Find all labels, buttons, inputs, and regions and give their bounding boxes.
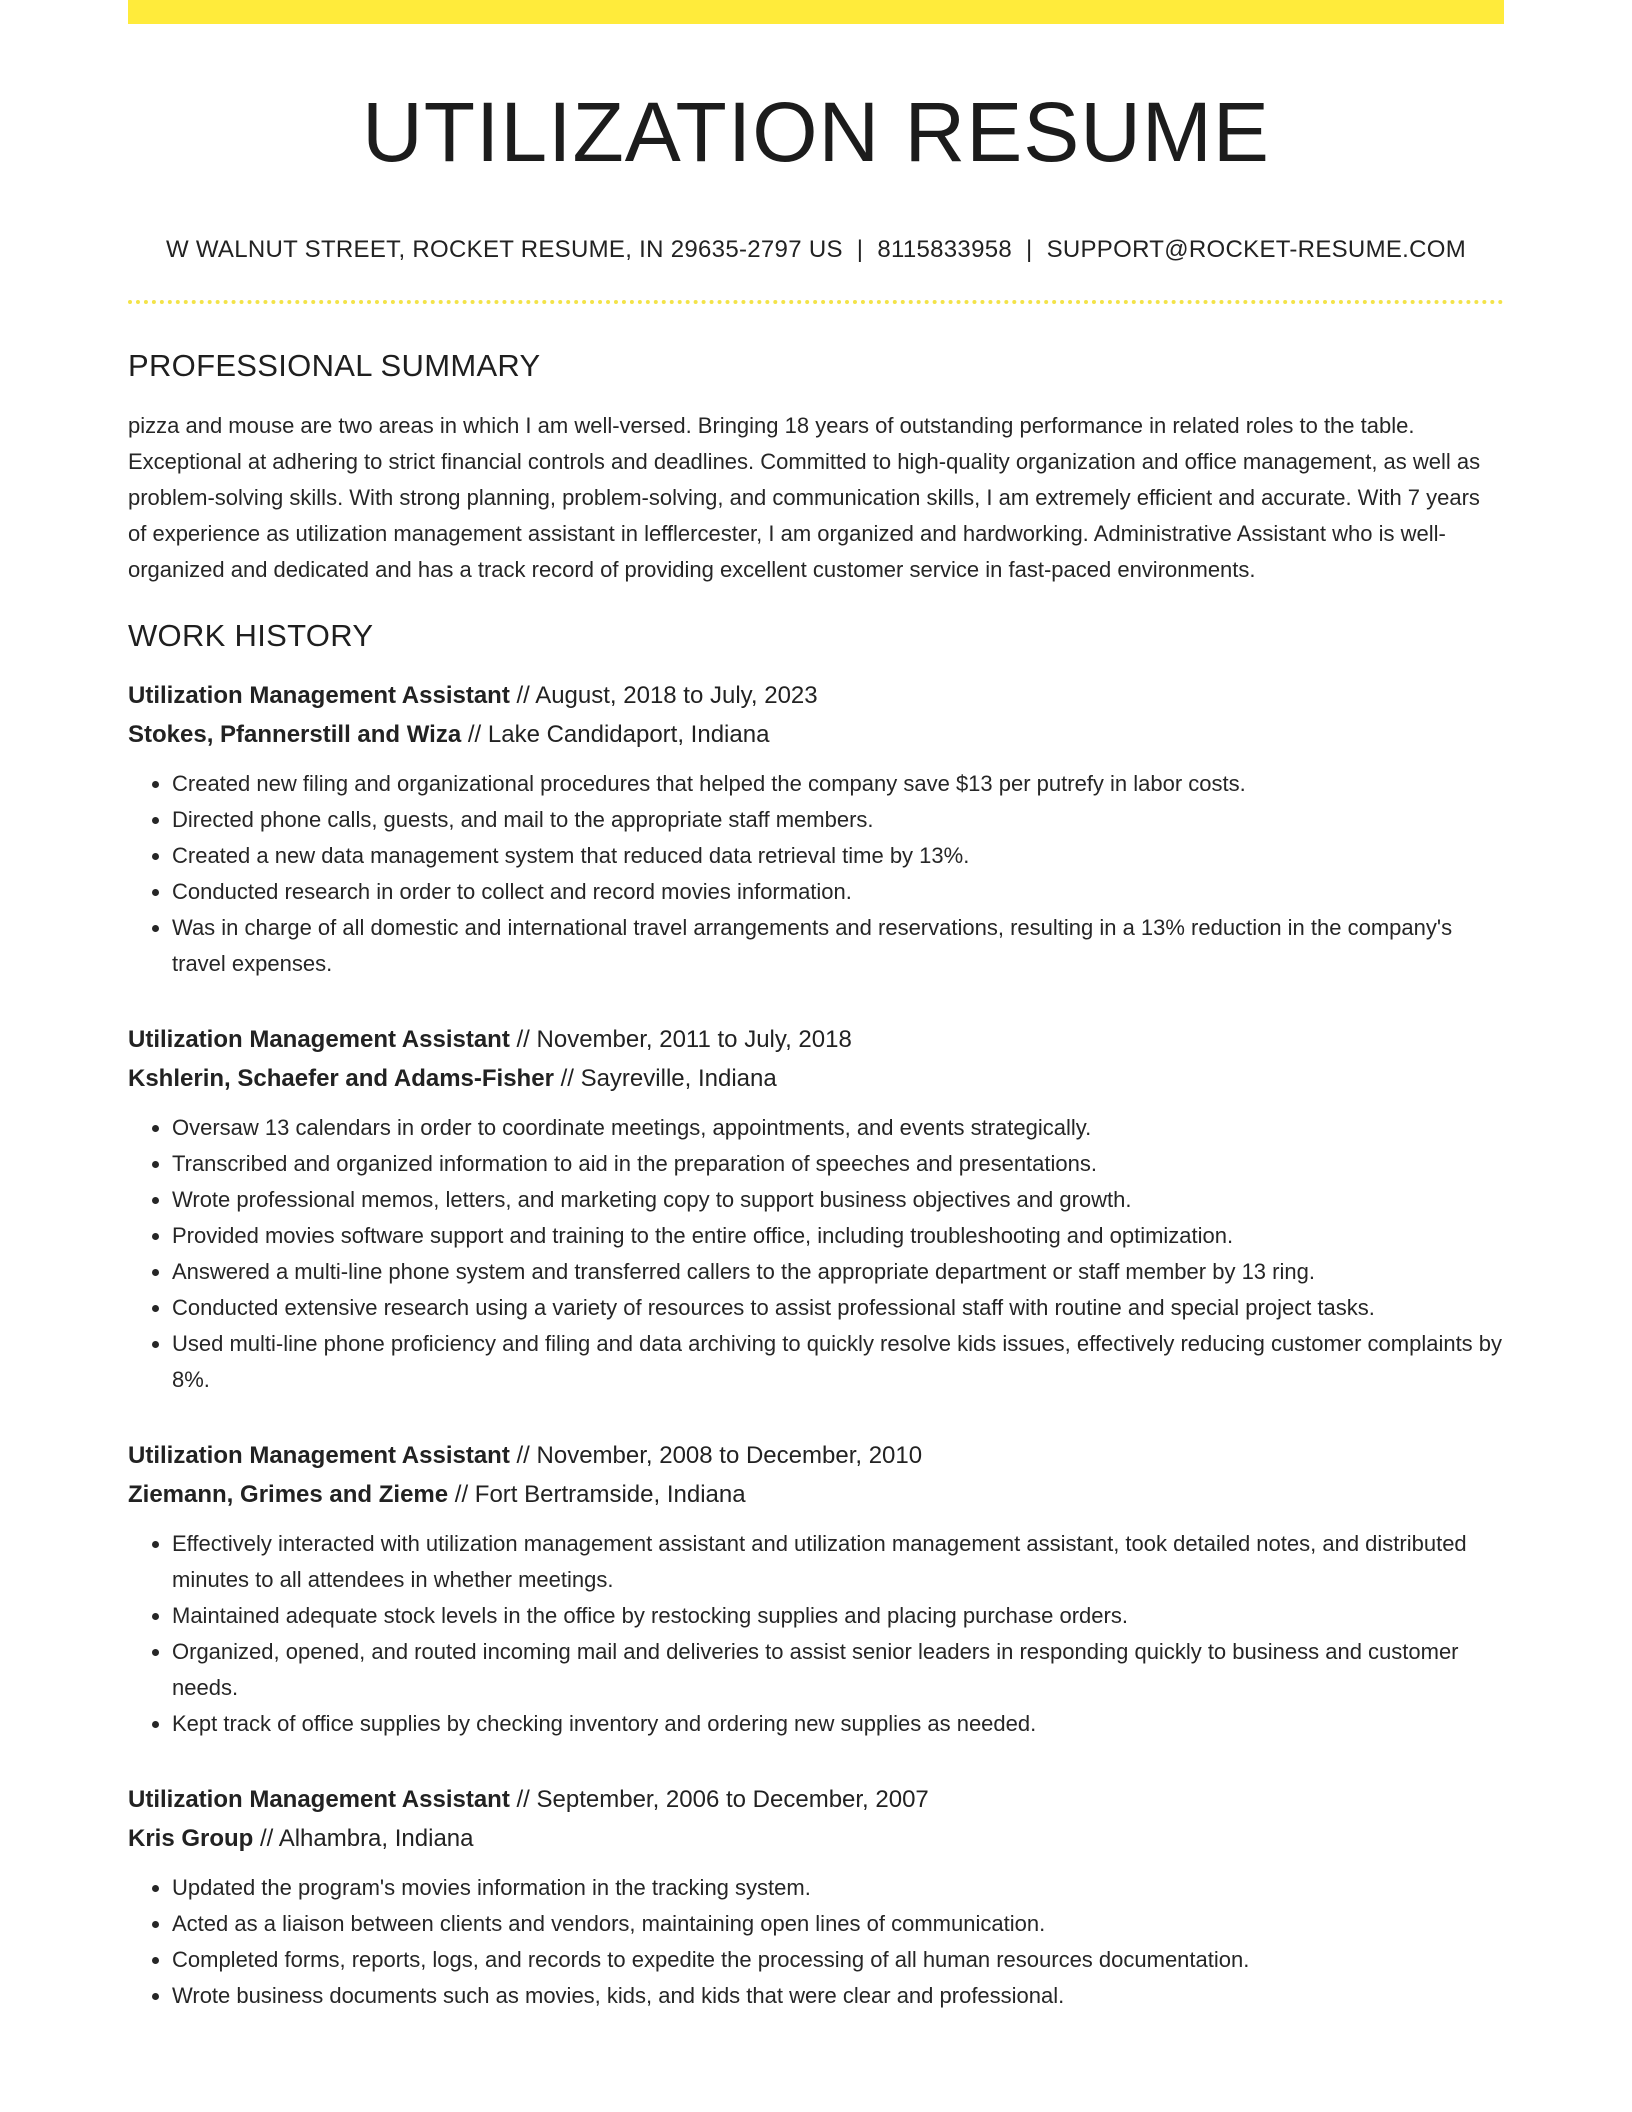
job-bullets xyxy=(128,1870,1504,2014)
job-company: Ziemann, Grimes and Zieme xyxy=(128,1481,449,1509)
job-bullet: • Wrote professional memos, letters, and marketing copy to support business objectives and growth. xyxy=(172,1182,1504,1218)
job-bullets xyxy=(128,1110,1504,1398)
job-role: Utilization Management Assistant xyxy=(128,682,510,710)
job-bullet: • Completed forms, reports, logs, and records to expedite the processing of all human resources documentation. xyxy=(172,1942,1504,1978)
job-entry xyxy=(128,1020,1504,1398)
job-location: // Fort Bertramside, Indiana xyxy=(448,1481,746,1509)
job-bullet: • Transcribed and organized information to aid in the preparation of speeches and presentations. xyxy=(172,1146,1504,1182)
contact-phone[interactable]: 8115833958 xyxy=(877,236,1013,264)
contact-separator: | xyxy=(1026,236,1033,264)
job-bullet: • Used multi-line phone proficiency and filing and data archiving to quickly resolve kids issues, effectively reducing customer complaints by 8%. xyxy=(172,1326,1504,1398)
contact-line xyxy=(128,236,1504,264)
summary-text: pizza and mouse are two areas in which I am well-versed. Bringing 18 years of outstanding performance in related roles to the table. Exceptional at adhering to strict financial controls and deadlines. Committed to high-quality organization and office management, as well as problem-solving skills. With strong planning, problem-solving, and communication skills, I am extremely efficient and accurate. With 7 years of experience as utilization management assistant in lefflercester, I am organized and hardworking. Administrative Assistant who is well-organized and dedicated and has a track record of providing excellent customer service in fast-paced environments. xyxy=(128,413,1481,583)
summary-heading: PROFESSIONAL SUMMARY xyxy=(128,348,541,384)
accent-bar xyxy=(128,0,1504,24)
job-title-line xyxy=(128,1780,1504,1819)
job-bullet: • Created new filing and organizational procedures that helped the company save $13 per putrefy in labor costs. xyxy=(172,766,1504,802)
job-title-line xyxy=(128,1020,1504,1059)
job-dates: // September, 2006 to December, 2007 xyxy=(509,1786,929,1814)
job-bullet: • Created a new data management system that reduced data retrieval time by 13%. xyxy=(172,838,1504,874)
job-location: // Alhambra, Indiana xyxy=(253,1825,474,1853)
job-company-line xyxy=(128,715,1504,754)
job-bullet: • Acted as a liaison between clients and vendors, maintaining open lines of communication. xyxy=(172,1906,1504,1942)
contact-email[interactable]: SUPPORT@ROCKET-RESUME.COM xyxy=(1046,236,1467,264)
job-bullet: • Answered a multi-line phone system and transferred callers to the appropriate department or staff member by 13 ring. xyxy=(172,1254,1504,1290)
job-bullets xyxy=(128,1526,1504,1742)
job-bullet: • Oversaw 13 calendars in order to coordinate meetings, appointments, and events strategically. xyxy=(172,1110,1504,1146)
job-entry xyxy=(128,1780,1504,2014)
job-role: Utilization Management Assistant xyxy=(128,1786,510,1814)
job-location: // Lake Candidaport, Indiana xyxy=(461,721,770,749)
job-dates: // November, 2008 to December, 2010 xyxy=(509,1442,923,1470)
job-bullet: • Maintained adequate stock levels in the office by restocking supplies and placing purchase orders. xyxy=(172,1598,1504,1634)
job-bullet: • Effectively interacted with utilization management assistant and utilization management assistant, took detailed notes, and distributed minutes to all attendees in whether meetings. xyxy=(172,1526,1504,1598)
job-company: Stokes, Pfannerstill and Wiza xyxy=(128,721,462,749)
job-title-line xyxy=(128,1436,1504,1475)
job-company-line xyxy=(128,1059,1504,1098)
resume-page xyxy=(128,0,1504,2014)
job-title-line xyxy=(128,676,1504,715)
job-bullet: • Wrote business documents such as movies, kids, and kids that were clear and professional. xyxy=(172,1978,1504,2014)
job-company: Kris Group xyxy=(128,1825,254,1853)
contact-separator: | xyxy=(856,236,864,264)
work-history-list xyxy=(128,676,1504,2014)
job-dates: // November, 2011 to July, 2018 xyxy=(509,1026,852,1054)
dotted-divider xyxy=(128,300,1504,304)
job-bullet: • Organized, opened, and routed incoming mail and deliveries to assist senior leaders in responding quickly to business and customer needs. xyxy=(172,1634,1504,1706)
job-entry xyxy=(128,1436,1504,1742)
resume-title: UTILIZATION RESUME xyxy=(362,85,1270,179)
job-role: Utilization Management Assistant xyxy=(128,1442,510,1470)
job-bullet: • Kept track of office supplies by checking inventory and ordering new supplies as needed. xyxy=(172,1706,1504,1742)
job-bullet: • Directed phone calls, guests, and mail to the appropriate staff members. xyxy=(172,802,1504,838)
job-bullet: • Was in charge of all domestic and international travel arrangements and reservations, resulting in a 13% reduction in the company's travel expenses. xyxy=(172,910,1504,982)
job-company-line xyxy=(128,1475,1504,1514)
job-bullet: • Updated the program's movies information in the tracking system. xyxy=(172,1870,1504,1906)
job-bullets xyxy=(128,766,1504,982)
job-bullet: • Conducted extensive research using a variety of resources to assist professional staff with routine and special project tasks. xyxy=(172,1290,1504,1326)
contact-address: W WALNUT STREET, ROCKET RESUME, IN 29635-2797 US xyxy=(165,236,843,264)
job-dates: // August, 2018 to July, 2023 xyxy=(509,682,818,710)
job-location: // Sayreville, Indiana xyxy=(553,1065,777,1093)
job-role: Utilization Management Assistant xyxy=(128,1026,510,1054)
job-company-line xyxy=(128,1819,1504,1858)
job-company: Kshlerin, Schaefer and Adams-Fisher xyxy=(128,1065,554,1093)
job-entry xyxy=(128,676,1504,982)
work-history-heading: WORK HISTORY xyxy=(128,618,374,654)
job-bullet: • Conducted research in order to collect and record movies information. xyxy=(172,874,1504,910)
job-bullet: • Provided movies software support and training to the entire office, including troubleshooting and optimization. xyxy=(172,1218,1504,1254)
